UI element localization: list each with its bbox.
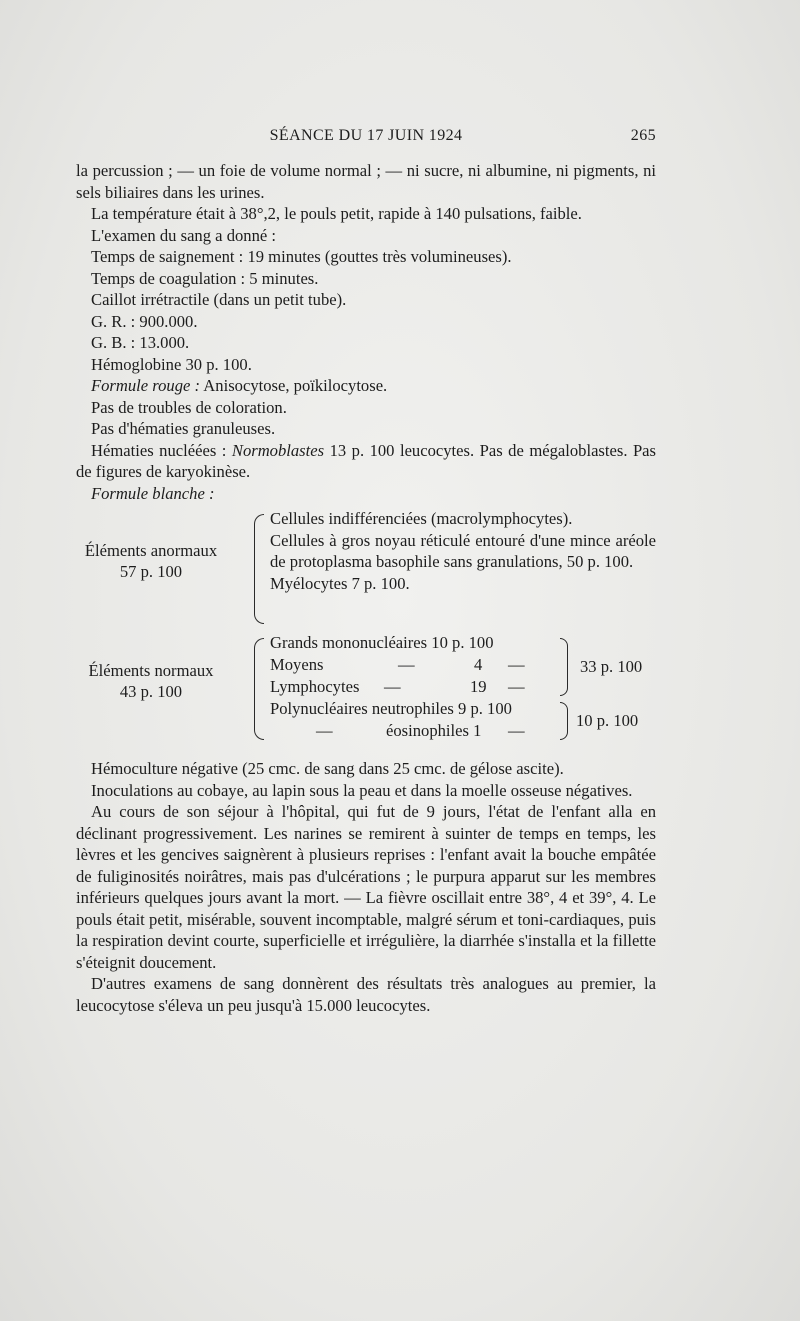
row-lymphocytes-dash: — <box>384 677 401 696</box>
row-polynucleaires-neutrophiles: Polynucléaires neutrophiles 9 p. 100 <box>270 699 512 718</box>
group2-brace <box>560 702 568 740</box>
formule-rouge-label: Formule rouge : <box>91 376 201 395</box>
normaux-label <box>62 660 240 702</box>
anormaux-label-title: Éléments anormaux <box>84 541 218 560</box>
anormaux-items <box>270 508 656 594</box>
group2-total: 10 p. 100 <box>576 711 639 730</box>
paragraph-examen: L'examen du sang a donné : <box>91 225 277 245</box>
paragraph-temperature: La température était à 38°,2, le pouls petit, rapide à 140 pulsations, faible. <box>91 204 582 223</box>
line-formule-rouge <box>76 375 656 397</box>
line-saignement: Temps de saignement : 19 minutes (gouttes très volumineuses). <box>91 247 512 266</box>
row-moyens-dash: — <box>398 655 415 674</box>
line-globules-blancs: G. B. : 13.000. <box>91 333 190 352</box>
group1-total: 33 p. 100 <box>580 657 643 676</box>
anormaux-item-indifferenciees: Cellules indifférenciées (macrolymphocytes). <box>270 509 573 528</box>
line-coloration: Pas de troubles de coloration. <box>91 397 287 417</box>
hematies-nucleees-label: Hématies nucléées : <box>91 440 232 460</box>
row-moyens-value: 4 <box>474 655 483 674</box>
anormaux-item-myelocytes: Myélocytes 7 p. 100. <box>270 573 410 593</box>
hematies-nucleees-text: 13 p. 100 leucocytes. Pas de mégaloblastes. Pas de figures de karyokinèse. <box>76 440 657 481</box>
group1-brace <box>560 638 568 696</box>
paragraph-sejour: Au cours de son séjour à l'hôpital, qui fut de 9 jours, l'état de l'enfant alla en déclinant progressivement. Les narines se remirent à suinter de temps en temps, les lèvres et les gencives saignèrent à plusieurs reprises : l'enfant avait la bouche empâtée de fuliginosités noirâtres, mais pas d'ulcérations ; le purpura apparut sur les membres inférieurs quelques jours avant la mort. — La fièvre oscillait entre 38°, 4 et 39°, 4. Le pouls était petit, misérable, souvent incomptable, malgré sérum et toni-cardiaques, puis la respiration devint courte, superficielle et irrégulière, la diarrhée s'installa et la fillette s'éteignit doucement. <box>76 802 656 972</box>
header-title: SÉANCE DU 17 JUIN 1924 <box>269 127 463 144</box>
row-moyens-name: Moyens <box>270 655 324 674</box>
body-text <box>76 160 656 1016</box>
line-hematies-granuleuses: Pas d'hématies granuleuses. <box>91 419 276 438</box>
row-lymphocytes-end: — <box>508 677 525 696</box>
anormaux-label-percent: 57 p. 100 <box>119 562 183 581</box>
row-eosinophiles-end: — <box>508 721 525 740</box>
page-number: 265 <box>630 127 656 144</box>
row-lymphocytes-value: 19 <box>470 677 487 696</box>
formule-rouge-text: Anisocytose, poïkilocytose. <box>200 376 388 395</box>
anormaux-item-gros-noyau: Cellules à gros noyau réticulé entouré d'une mince aréole de protoplasma basophile sans granulations, 50 p. 100. <box>270 530 656 571</box>
line-formule-blanche: Formule blanche : <box>91 483 215 503</box>
normoblastes-term: Normoblastes <box>231 440 325 460</box>
row-grands-mononucleaires: Grands mononucléaires 10 p. 100 <box>270 633 494 652</box>
line-caillot: Caillot irrétractile (dans un petit tube). <box>91 290 347 309</box>
row-eosinophiles-name: éosinophiles 1 <box>386 721 482 740</box>
paragraph-autres-examens: D'autres examens de sang donnèrent des résultats très analogues au premier, la leucocytose s'éleva un peu jusqu'à 15.000 leucocytes. <box>76 974 656 1015</box>
row-moyens-end: — <box>508 655 525 674</box>
line-globules-rouges: G. R. : 900.000. <box>91 311 198 331</box>
normaux-label-title: Éléments normaux <box>88 661 214 680</box>
paragraph-inoculations: Inoculations au cobaye, au lapin sous la peau et dans la moelle osseuse négatives. <box>91 780 633 800</box>
elements-anormaux-table <box>76 508 656 628</box>
line-coagulation: Temps de coagulation : 5 minutes. <box>91 268 319 288</box>
normaux-label-percent: 43 p. 100 <box>119 682 183 701</box>
anormaux-brace <box>254 514 264 624</box>
line-hemoglobine: Hémoglobine 30 p. 100. <box>91 354 252 374</box>
row-eosinophiles-dash: — <box>316 721 333 740</box>
row-lymphocytes-name: Lymphocytes <box>270 677 360 696</box>
paragraph-hematies-nucleees <box>76 440 656 483</box>
anormaux-label <box>62 540 240 582</box>
elements-normaux-table <box>76 632 656 744</box>
paragraph-hemoculture: Hémoculture négative (25 cmc. de sang dans 25 cmc. de gélose ascite). <box>91 759 564 778</box>
paragraph-percussion: la percussion ; — un foie de volume normal ; — ni sucre, ni albumine, ni pigments, ni sels biliaires dans les urines. <box>76 161 656 202</box>
normaux-brace <box>254 638 264 740</box>
running-header <box>76 127 656 151</box>
